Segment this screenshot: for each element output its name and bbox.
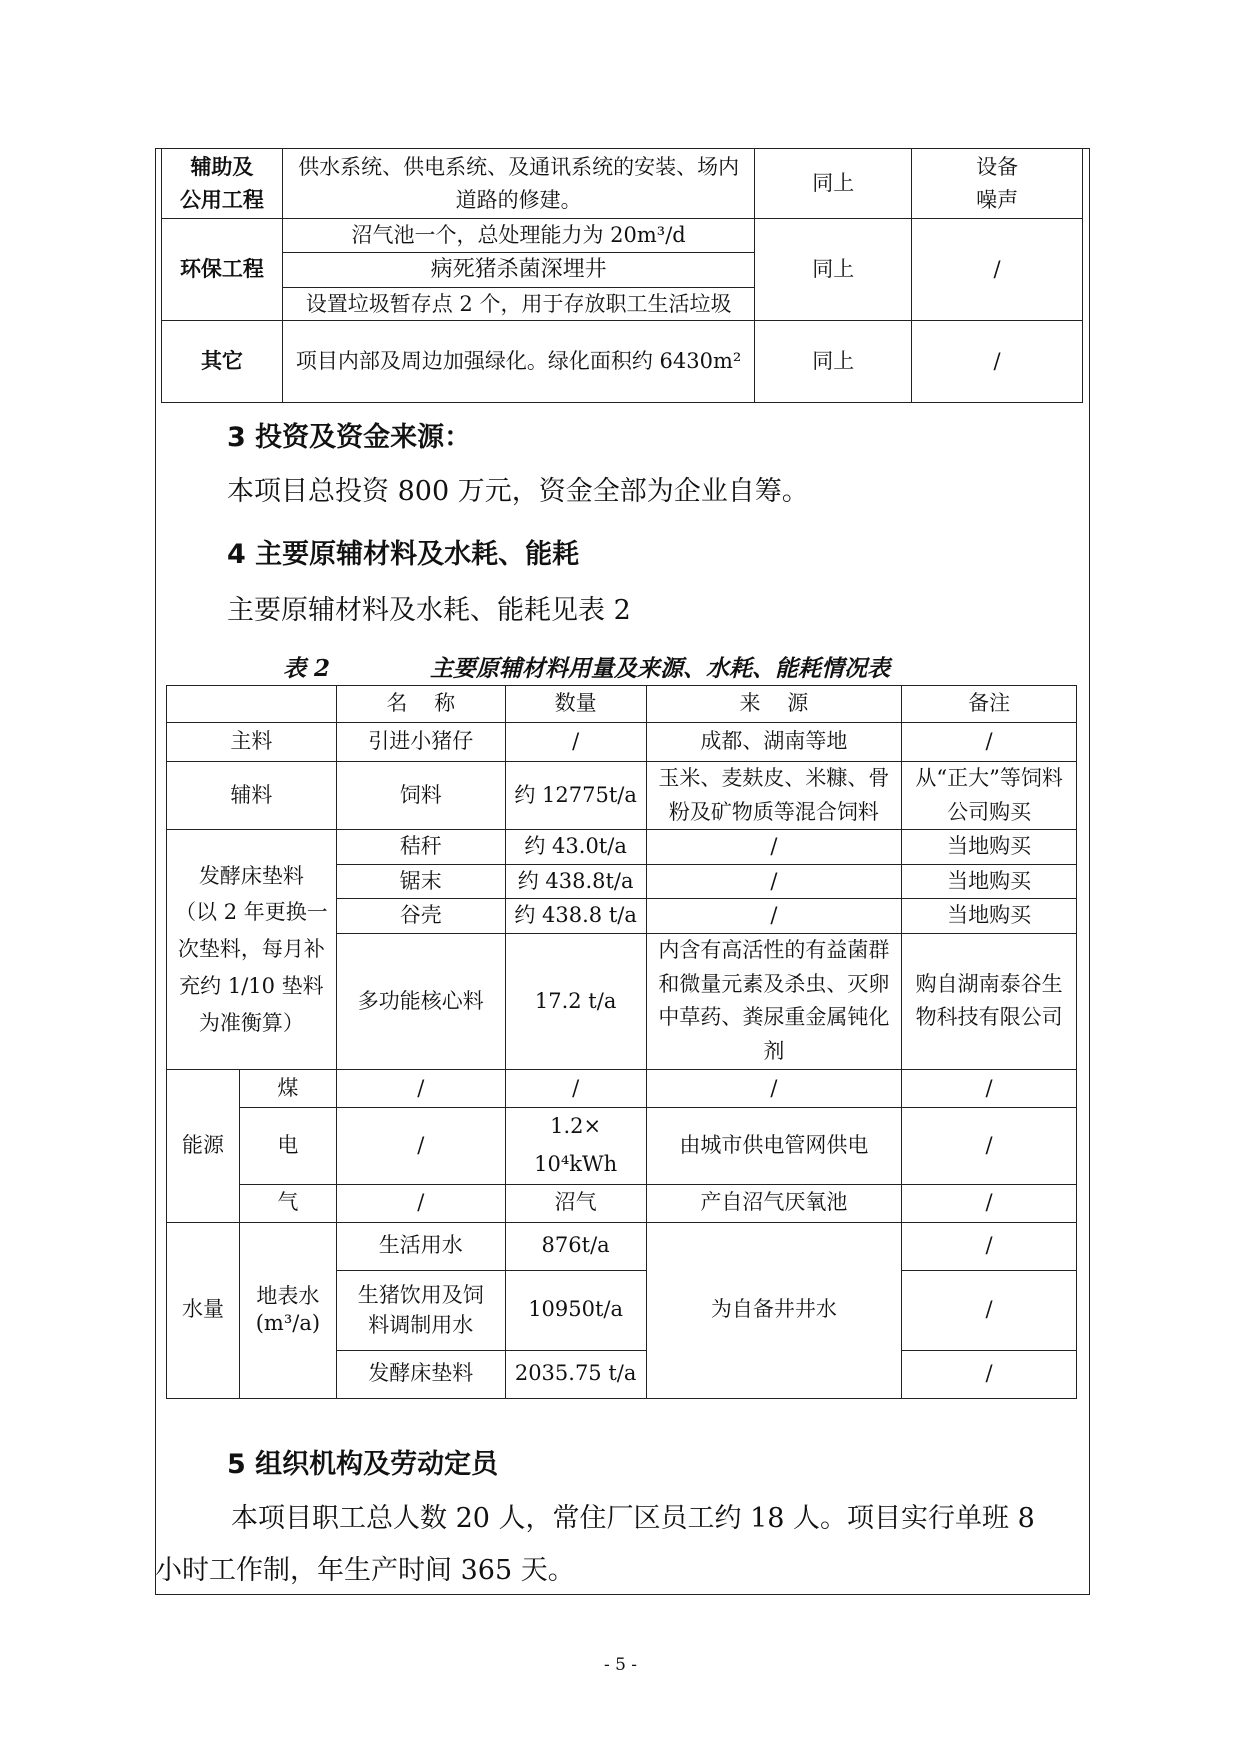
category-label: 发酵床垫料 （以 2 年更换一次垫料，每月补充约 1/10 垫料为准衡算） [167,830,337,1070]
cell-name: 锯末 [336,864,505,899]
section-5-heading: 5 组织机构及劳动定员 [227,1449,499,1480]
cell-qty: 17.2 t/a [505,933,646,1069]
row-col3: 同上 [755,219,912,321]
row-content: 病死猪杀菌深埋井 [282,252,754,287]
table-row [162,321,1083,403]
page-number: - 5 - [603,1655,638,1675]
table-header-row [167,686,1077,723]
table-2-number: 表 2 [283,655,331,682]
cell-note: / [902,1069,1077,1107]
table-row [167,723,1077,762]
category-label: 辅料 [167,762,337,830]
section-3-text: 本项目总投资 800 万元，资金全部为企业自筹。 [227,476,809,507]
table-row [167,1069,1077,1107]
cell-type: 电 [239,1107,336,1184]
header-note: 备注 [902,686,1077,723]
row-col3: 同上 [755,321,912,403]
cell-qty: 约 438.8 t/a [505,899,646,934]
cell-source: 玉米、麦麸皮、米糠、骨粉及矿物质等混合饲料 [646,762,902,830]
cell-note: / [902,1350,1077,1398]
table-2-caption [283,650,890,683]
category-label: 水量 [167,1222,240,1398]
row-col4: / [912,219,1083,321]
category-label: 能源 [167,1069,240,1222]
row-label: 环保工程 [162,219,283,321]
table-row [167,1222,1077,1270]
cell-note: / [902,1107,1077,1184]
header-qty: 数量 [505,686,646,723]
row-label: 其它 [162,321,283,403]
materials-table [166,685,1077,1399]
section-4-heading: 4 主要原辅材料及水耗、能耗 [227,539,580,570]
cell-type: 煤 [239,1069,336,1107]
cell-source: 成都、湖南等地 [646,723,902,762]
header-source: 来 源 [646,686,902,723]
row-content: 项目内部及周边加强绿化。绿化面积约 6430m² [282,321,754,403]
section-5-text-line2: 小时工作制，年生产时间 365 天。 [155,1555,575,1586]
cell-source: 由城市供电管网供电 [646,1107,902,1184]
cell-name: / [336,1184,505,1222]
table-row [167,830,1077,865]
cell-note: / [902,1184,1077,1222]
water-sub-label: 地表水 (m³/a) [239,1222,336,1398]
cell-note: / [902,1270,1077,1350]
cell-note: 从“正大”等饲料公司购买 [902,762,1077,830]
category-label: 主料 [167,723,337,762]
cell-name: 谷壳 [336,899,505,934]
table-row [167,762,1077,830]
cell-note: / [902,723,1077,762]
cell-name: 发酵床垫料 [336,1350,505,1398]
row-label: 辅助及 公用工程 [162,149,283,219]
row-col3: 同上 [755,149,912,219]
cell-name: 生活用水 [336,1222,505,1270]
cell-qty: 2035.75 t/a [505,1350,646,1398]
cell-qty: 约 438.8t/a [505,864,646,899]
table-2-title: 主要原辅材料用量及来源、水耗、能耗情况表 [430,655,891,682]
row-content: 设置垃圾暂存点 2 个，用于存放职工生活垃圾 [282,287,754,321]
cell-qty: / [505,723,646,762]
cell-name: / [336,1107,505,1184]
cell-source: / [646,899,902,934]
cell-name: / [336,1069,505,1107]
cell-qty: 约 43.0t/a [505,830,646,865]
cell-name: 生猪饮用及饲料调制用水 [336,1270,505,1350]
table-row [162,149,1083,219]
cell-qty: 沼气 [505,1184,646,1222]
cell-source: 内含有高活性的有益菌群和微量元素及杀虫、灭卵中草药、粪尿重金属钝化剂 [646,933,902,1069]
cell-note: 当地购买 [902,864,1077,899]
cell-qty: / [505,1069,646,1107]
table-row [162,219,1083,253]
cell-name: 多功能核心料 [336,933,505,1069]
section-5-text-line1: 本项目职工总人数 20 人，常住厂区员工约 18 人。项目实行单班 8 [231,1503,1035,1534]
cell-source: / [646,1069,902,1107]
project-composition-table [161,148,1083,403]
cell-name: 引进小猪仔 [336,723,505,762]
cell-note: 当地购买 [902,899,1077,934]
header-name: 名 称 [336,686,505,723]
cell-type: 气 [239,1184,336,1222]
section-3-heading: 3 投资及资金来源： [227,422,472,453]
cell-qty: 876t/a [505,1222,646,1270]
cell-note: 当地购买 [902,830,1077,865]
cell-qty: 1.2× 10⁴kWh [505,1107,646,1184]
cell-source: / [646,830,902,865]
table-row [167,1184,1077,1222]
cell-note: 购自湖南泰谷生物科技有限公司 [902,933,1077,1069]
cell-source: 为自备井井水 [646,1222,902,1398]
table-row [167,1107,1077,1184]
cell-source: 产自沼气厌氧池 [646,1184,902,1222]
row-col4: / [912,321,1083,403]
cell-qty: 10950t/a [505,1270,646,1350]
cell-qty: 约 12775t/a [505,762,646,830]
cell-note: / [902,1222,1077,1270]
section-4-text: 主要原辅材料及水耗、能耗见表 2 [227,595,631,626]
row-content: 供水系统、供电系统、及通讯系统的安装、场内道路的修建。 [282,149,754,219]
cell-source: / [646,864,902,899]
cell-name: 秸秆 [336,830,505,865]
cell-name: 饲料 [336,762,505,830]
row-col4: 设备 噪声 [912,149,1083,219]
row-content: 沼气池一个，总处理能力为 20m³/d [282,219,754,253]
